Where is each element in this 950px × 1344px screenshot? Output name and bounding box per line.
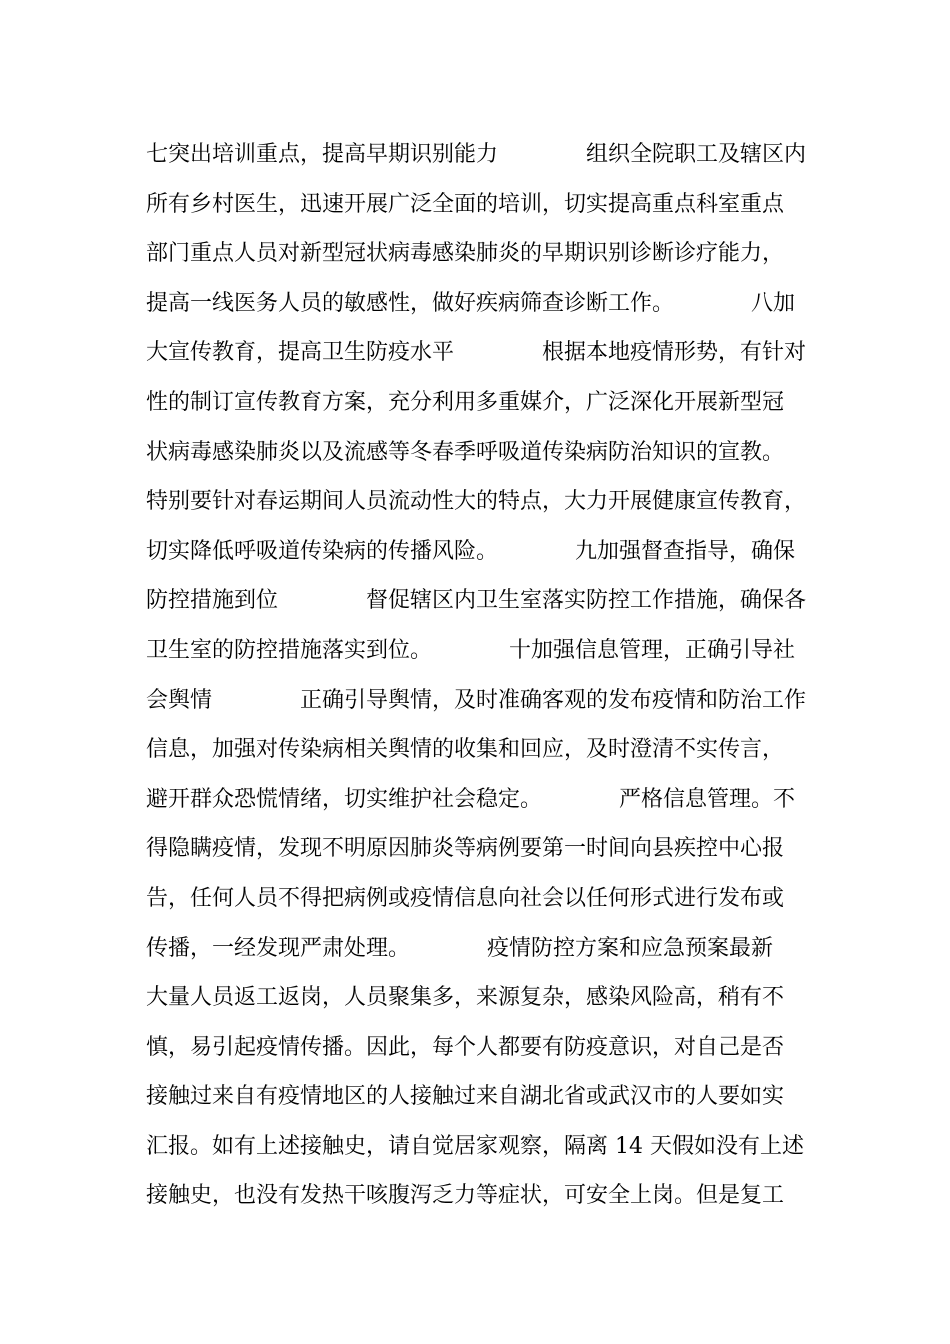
text-line: 所有乡村医生，迅速开展广泛全面的培训，切实提高重点科室重点 — [146, 191, 785, 217]
text-line: 会舆情 正确引导舆情，及时准确客观的发布疫情和防治工作 — [146, 687, 807, 713]
text-line: 大量人员返工返岗，人员聚集多，来源复杂，感染风险高，稍有不 — [146, 985, 785, 1011]
text-line: 信息，加强对传染病相关舆情的收集和回应，及时澄清不实传言， — [146, 737, 785, 763]
text-line: 性的制订宣传教育方案，充分利用多重媒介，广泛深化开展新型冠 — [146, 389, 785, 415]
text-line: 防控措施到位 督促辖区内卫生室落实防控工作措施，确保各 — [146, 588, 807, 614]
text-line: 切实降低呼吸道传染病的传播风险。 九加强督查指导，确保 — [146, 538, 796, 564]
text-line: 提高一线医务人员的敏感性，做好疾病筛查诊断工作。 八加 — [146, 290, 796, 316]
text-line: 七突出培训重点，提高早期识别能力 组织全院职工及辖区内 — [146, 142, 807, 167]
text-line: 慎，易引起疫情传播。因此，每个人都要有防疫意识，对自己是否 — [146, 1034, 785, 1060]
text-line: 卫生室的防控措施落实到位。 十加强信息管理，正确引导社 — [146, 637, 796, 663]
text-line: 部门重点人员对新型冠状病毒感染肺炎的早期识别诊断诊疗能力， — [146, 241, 785, 267]
text-line: 得隐瞒疫情，发现不明原因肺炎等病例要第一时间向县疾控中心报 — [146, 836, 785, 862]
text-line: 避开群众恐慌情绪，切实维护社会稳定。 严格信息管理。不 — [146, 786, 796, 812]
text-line: 大宣传教育，提高卫生防疫水平 根据本地疫情形势，有针对 — [146, 340, 807, 366]
text-line: 汇报。如有上述接触史，请自觉居家观察，隔离 14 天假如没有上述 — [146, 1133, 804, 1159]
text-line: 告，任何人员不得把病例或疫情信息向社会以任何形式进行发布或 — [146, 885, 785, 911]
document-body — [146, 130, 846, 1221]
text-line: 传播，一经发现严肃处理。 疫情防控方案和应急预案最新 — [146, 935, 774, 961]
text-line: 接触过来自有疫情地区的人接触过来自湖北省或武汉市的人要如实 — [146, 1084, 785, 1110]
text-line: 特别要针对春运期间人员流动性大的特点，大力开展健康宣传教育， — [146, 489, 807, 515]
text-line: 状病毒感染肺炎以及流感等冬春季呼吸道传染病防治知识的宣教。 — [146, 439, 785, 465]
text-line: 接触史，也没有发热干咳腹泻乏力等症状，可安全上岗。但是复工 — [146, 1183, 785, 1209]
